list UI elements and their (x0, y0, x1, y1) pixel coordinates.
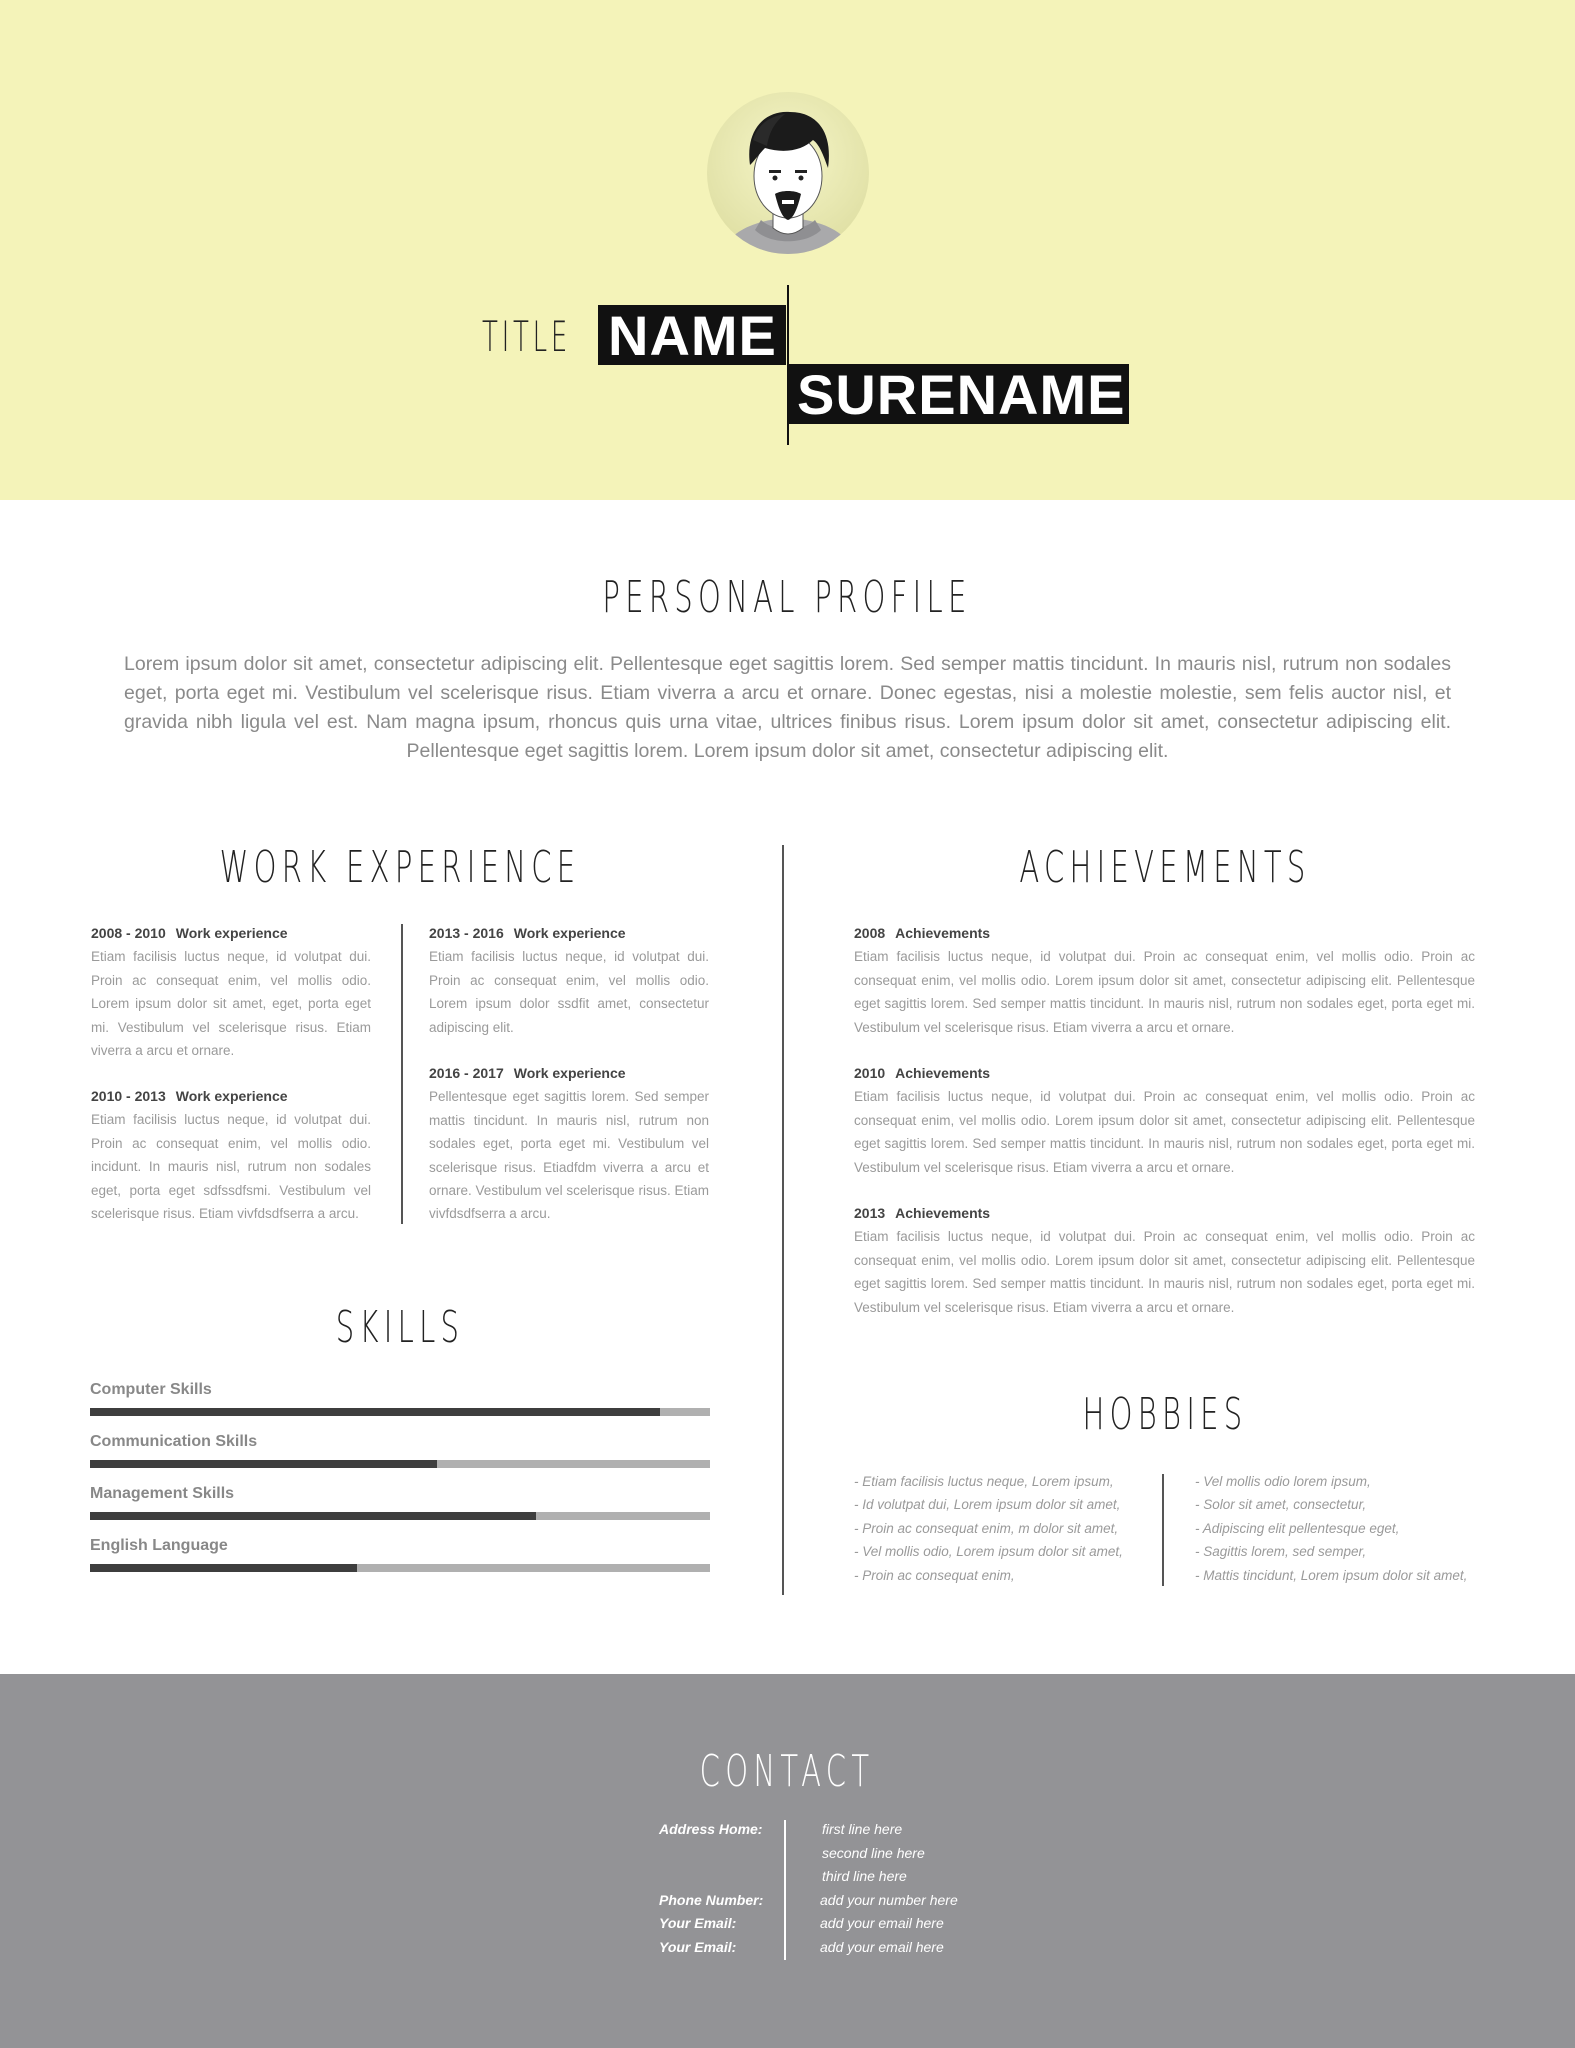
hobby-item: - Vel mollis odio, Lorem ipsum dolor sit amet, (854, 1544, 1123, 1560)
address-line[interactable]: third line here (822, 1868, 907, 1884)
achievement-text: Etiam facilisis luctus neque, id volutpat dui. Proin ac consequat enim, vel mollis odio. Proin ac consequat enim, vel mollis odio. Lorem ipsum dolor sit amet, consectetur adipiscing elit. Pellentesque eget sagittis lorem. Sed semper mattis tincidunt. In mauris nisl, rutrum non sodales eget, porta eget mi. Vestibulum vel scelerisque risus. Etiam viverra a arcu et ornare. (854, 1229, 1475, 1315)
work-entry-text: Etiam facilisis luctus neque, id volutpat dui. Proin ac consequat enim, vel mollis odio. incidunt. In mauris nisl, rutrum non sodales eget, porta eget sdfssdfsmi. Vestibulum vel scelerisque risus. Etiam vivfdsdfserra a arcu. (91, 1112, 371, 1222)
skills-heading: SKILLS (335, 1302, 465, 1353)
title-label: TITLE (482, 312, 572, 361)
work-entry (429, 1062, 709, 1226)
email-value[interactable]: add your email here (820, 1939, 944, 1955)
hobby-list-right (1195, 1470, 1495, 1587)
achievement-entry (854, 1062, 1475, 1179)
address-line[interactable]: second line here (822, 1845, 925, 1861)
skill-item (90, 1536, 710, 1556)
achievement-title: Achievements (895, 1205, 991, 1221)
hobby-item: - Etiam facilisis luctus neque, Lorem ipsum, (854, 1474, 1114, 1489)
work-entry (91, 1085, 371, 1225)
skill-item (90, 1432, 710, 1452)
contact-footer (0, 1674, 1575, 2048)
work-entry-text: Etiam facilisis luctus neque, id volutpat dui. Proin ac consequat enim, vel mollis odio. Lorem ipsum dolor sit amet, eget, porta eget mi. Vestibulum vel scelerisque risus. Etiam viverra a arcu et ornare. (91, 949, 371, 1059)
work-entry-text: Etiam facilisis luctus neque, id volutpat dui. Proin ac consequat enim, vel mollis odio. Lorem ipsum dolor ssdfit amet, consectetur adipiscing elit. (429, 949, 709, 1035)
avatar-illustration-icon (707, 92, 869, 254)
skill-label: Communication Skills (90, 1433, 258, 1450)
column-divider (782, 845, 784, 1595)
achievement-title: Achievements (895, 925, 991, 941)
achievement-entry (854, 922, 1475, 1039)
phone-label: Phone Number: (659, 1892, 764, 1908)
work-entry-title: Work experience (175, 925, 288, 941)
achievement-title: Achievements (895, 1065, 991, 1081)
work-entry-period: 2013 - 2016 (429, 925, 504, 941)
work-entry-text: Pellentesque eget sagittis lorem. Sed semper mattis tincidunt. In mauris nisl, rutrum non sodales eget, porta eget mi. Vestibulum vel scelerisque risus. Etiadfdm viverra a arcu et ornare. Vestibulum vel scelerisque risus. Etiam vivfdsdfserra a arcu. (429, 1089, 709, 1222)
surname-box (789, 364, 1129, 424)
achievement-text: Etiam facilisis luctus neque, id volutpat dui. Proin ac consequat enim, vel mollis odio. Proin ac consequat enim, vel mollis odio. Lorem ipsum dolor sit amet, consectetur adipiscing elit. Pellentesque eget sagittis lorem. Sed semper mattis tincidunt. In mauris nisl, rutrum non sodales eget, porta eget mi. Vestibulum vel scelerisque risus. Etiam viverra a arcu et ornare. (854, 949, 1475, 1035)
achievement-year: 2008 (854, 925, 886, 941)
name-box (598, 305, 786, 365)
skill-label: English Language (90, 1537, 228, 1554)
skill-bar-track (90, 1512, 710, 1520)
work-entry-period: 2016 - 2017 (429, 1065, 504, 1081)
hobby-item: - Adipiscing elit pellentesque eget, (1195, 1520, 1400, 1536)
work-entry-title: Work experience (175, 1088, 288, 1104)
work-experience-heading: WORK EXPERIENCE (219, 842, 581, 893)
achievement-year: 2013 (854, 1205, 886, 1221)
avatar (707, 92, 869, 254)
hobbies-heading: HOBBIES (1082, 1389, 1248, 1440)
skill-bar-fill (90, 1564, 357, 1572)
work-entry-period: 2008 - 2010 (91, 925, 166, 941)
first-name: NAME (608, 304, 777, 367)
hobby-divider (1162, 1474, 1164, 1586)
work-entry-title: Work experience (513, 1065, 626, 1081)
email-value[interactable]: add your email here (820, 1915, 944, 1931)
hobby-item: - Vel mollis odio lorem ipsum, (1195, 1474, 1371, 1489)
work-entry-title: Work experience (513, 925, 626, 941)
hobby-item: - Sagittis lorem, sed semper, (1195, 1544, 1367, 1560)
achievement-entry (854, 1202, 1475, 1319)
skill-label: Computer Skills (90, 1381, 212, 1398)
achievement-text: Etiam facilisis luctus neque, id volutpat dui. Proin ac consequat enim, vel mollis odio. Proin ac consequat enim, vel mollis odio. Lorem ipsum dolor sit amet, consectetur adipiscing elit. Pellentesque eget sagittis lorem. Sed semper mattis tincidunt. In mauris nisl, rutrum non sodales eget, porta eget mi. Vestibulum vel scelerisque risus. Etiam viverra a arcu et ornare. (854, 1089, 1475, 1175)
contact-divider (784, 1820, 786, 1960)
hobby-item: - Solor sit amet, consectetur, (1195, 1497, 1367, 1513)
hobby-item: - Proin ac consequat enim, (854, 1567, 1015, 1583)
address-line[interactable]: first line here (822, 1821, 903, 1837)
skill-bar-fill (90, 1460, 437, 1468)
skill-label: Management Skills (90, 1485, 235, 1502)
skill-item (90, 1484, 710, 1504)
skill-bar-track (90, 1408, 710, 1416)
email-label: Your Email: (659, 1915, 737, 1931)
header-banner (0, 0, 1575, 500)
phone-value[interactable]: add your number here (820, 1892, 958, 1908)
hobby-item: - Mattis tincidunt, Lorem ipsum dolor sit amet, (1195, 1567, 1468, 1583)
hobby-list-left (854, 1470, 1154, 1587)
work-experience-divider (401, 924, 403, 1224)
contact-heading: CONTACT (699, 1746, 875, 1797)
address-label: Address Home: (659, 1821, 763, 1837)
hobby-item: - Proin ac consequat enim, m dolor sit amet, (854, 1520, 1119, 1536)
achievements-heading: ACHIEVEMENTS (1019, 842, 1311, 893)
achievement-year: 2010 (854, 1065, 886, 1081)
work-entry-period: 2010 - 2013 (91, 1088, 166, 1104)
profile-text: Lorem ipsum dolor sit amet, consectetur adipiscing elit. Pellentesque eget sagittis lorem. Sed semper mattis tincidunt. In mauris nisl, rutrum non sodales eget, porta eget mi. Vestibulum vel scelerisque risus. Etiam viverra a arcu et ornare. Donec egestas, nisi a molestie molestie, sem felis auctor nisl, et gravida nibh ligula vel est. Nam magna ipsum, rhoncus quis urna vitae, ultrices finibus risus. Lorem ipsum dolor sit amet, consectetur adipiscing elit. Pellentesque eget sagittis lorem. Lorem ipsum dolor sit amet, consectetur adipiscing elit. (124, 653, 1451, 762)
work-entry (91, 922, 371, 1062)
email-label: Your Email: (659, 1939, 737, 1955)
skill-bar-fill (90, 1512, 536, 1520)
hobby-item: - Id volutpat dui, Lorem ipsum dolor sit amet, (854, 1497, 1121, 1513)
skill-item (90, 1380, 710, 1400)
skill-bar-fill (90, 1408, 660, 1416)
surname: SURENAME (797, 363, 1126, 426)
profile-heading: PERSONAL PROFILE (602, 572, 972, 623)
skill-bar-track (90, 1564, 710, 1572)
skill-bar-track (90, 1460, 710, 1468)
work-entry (429, 922, 709, 1039)
